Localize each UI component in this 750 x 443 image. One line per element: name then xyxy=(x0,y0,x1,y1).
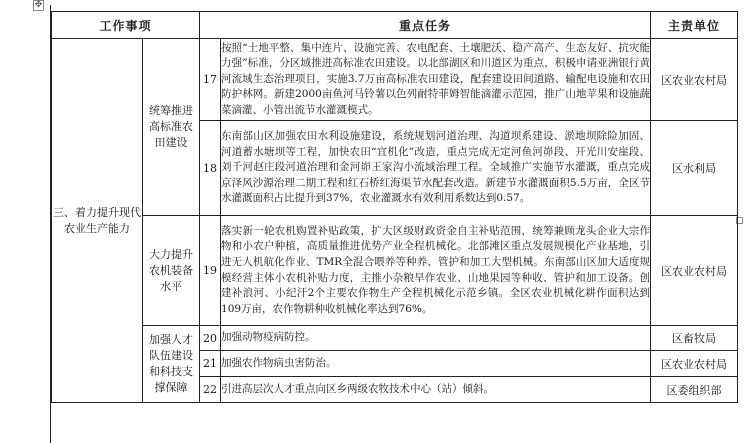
row-number: 18 xyxy=(200,121,221,216)
task-text: 加强动物疫病防控。 xyxy=(221,326,651,351)
responsible-unit: 区农业农村局 xyxy=(651,351,738,377)
subcategory-cell xyxy=(143,326,200,403)
task-text: 加强农作物病虫害防治。 xyxy=(221,351,651,377)
row-number: 19 xyxy=(200,216,221,326)
subcategory-label: 大力提升农机装备水平 xyxy=(149,247,193,293)
responsible-unit: 区农业农村局 xyxy=(651,39,738,121)
row-number: 22 xyxy=(200,377,221,403)
work-tasks-table xyxy=(51,11,738,403)
subcategory-cell xyxy=(143,216,200,326)
responsible-unit: 区畜牧局 xyxy=(651,326,738,351)
task-text: 按照“土地平整、集中连片、设施完善、农电配套、土壤肥沃、稳产高产、生态友好、抗灾能力强”标准，分区域推进高标准农田建设。以北部湖区和川道区为重点，积极申请亚洲银行黄河流域生态治理项目，实施3.7万亩高标准农田建设，配套建设田间道路、输配电设施和农田防护林网。新建2000亩鱼河马铃薯以色列耐特菲姆智能滴灌示范园，推广山地苹果和设施蔬菜滴灌、小管出流节水灌溉模式。 xyxy=(221,39,651,121)
category-cell: 三、着力提升现代农业生产能力 xyxy=(52,39,143,403)
header-responsible-unit: 主责单位 xyxy=(651,12,738,39)
subcategory-label: 统筹推进高标准农田建设 xyxy=(149,104,193,149)
table-header-row xyxy=(52,12,738,39)
row-number: 20 xyxy=(200,326,221,351)
responsible-unit: 区农业农村局 xyxy=(651,216,738,326)
row-number: 17 xyxy=(200,39,221,121)
responsible-unit: 区水利局 xyxy=(651,121,738,216)
task-text: 落实新一轮农机购置补贴政策，扩大区级财政资金自主补贴范围，统筹兼顾龙头企业大宗作物和小农户种植，高质量推进优势产业全程机械化。北部滩区重点发展规模化产业基地，引进无人机航化作业、TMR全混合喂养等种养、管护和加工大型机械。东南部山区加大适度规模经营主体小农机补贴力度，主推小杂粮旱作农业、山地果园等种收、管护和加工设备。创建补浪河、小纪汗2个主要农作物生产全程机械化示范乡镇。全区农业机械化耕作面积达到109万亩，农作物耕种收机械化率达到76%。 xyxy=(221,216,651,326)
table-row xyxy=(52,39,738,121)
header-work-item: 工作事项 xyxy=(52,12,200,39)
subcategory-cell xyxy=(143,39,200,216)
task-text: 引进高层次人才重点向区乡两级农牧技术中心（站）倾斜。 xyxy=(221,377,651,403)
table-move-handle-icon[interactable]: ✥ xyxy=(34,0,43,10)
header-key-task: 重点任务 xyxy=(200,12,651,39)
task-text: 东南部山区加强农田水利设施建设，系统规划河道治理、沟道坝系建设、淤地坝除险加固、河道蓄水塘坝等工程，加快农田“宜机化”改造，重点完成无定河鱼河峁段、开光川安崖段、刘千河赵庄段河道治理和金河峁王家沟小流域治理工程。全域推广实施节水灌溉，重点完成京泽风沙源治理二期工程和红石桥红海渠节水配套改造。新建节水灌溉面积5.5万亩，全区节水灌溉面积占比提升到37%，农业灌溉水有效利用系数达到0.57。 xyxy=(221,121,651,216)
row-number: 21 xyxy=(200,351,221,377)
responsible-unit: 区委组织部 xyxy=(651,377,738,403)
table-row xyxy=(52,326,738,351)
table-row xyxy=(52,216,738,326)
subcategory-label: 加强人才队伍建设和科技支撑保障 xyxy=(149,333,193,394)
